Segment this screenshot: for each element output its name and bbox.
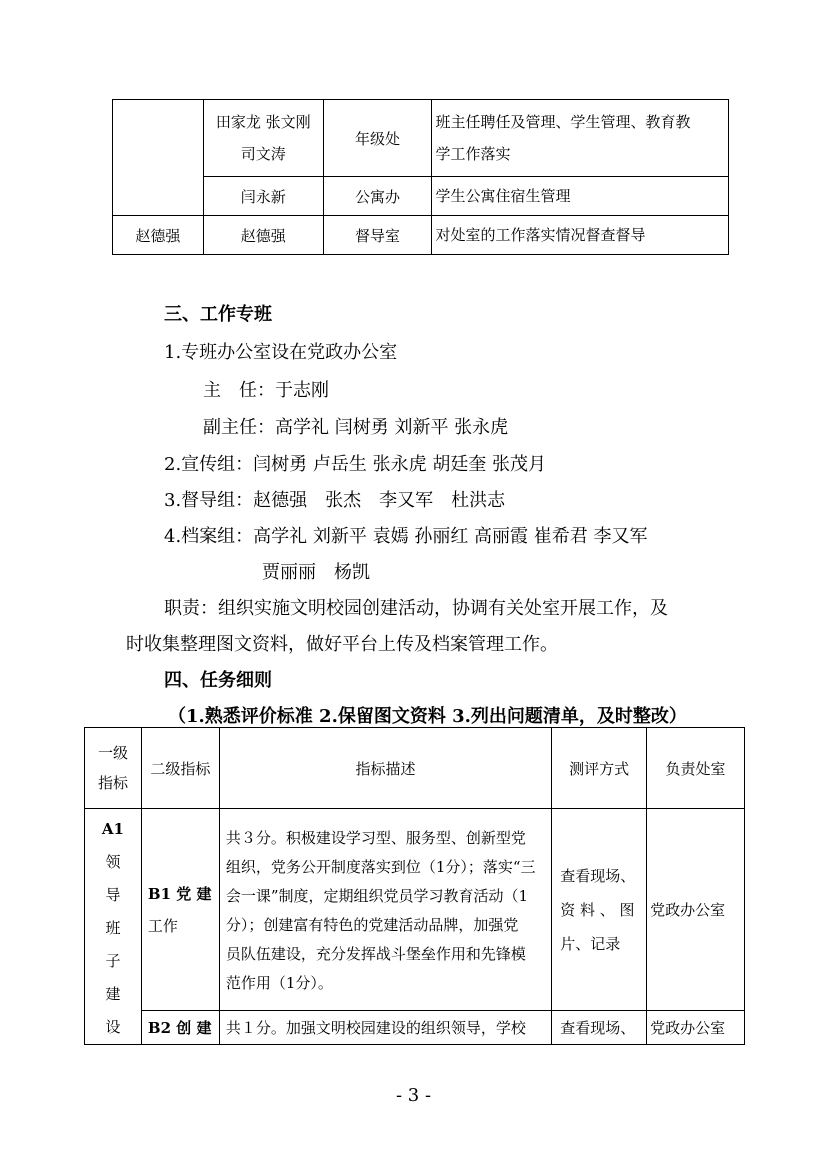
dept-b1-cell: 党政办公室 bbox=[647, 809, 745, 1011]
description-line: 员队伍建设，充分发挥战斗堡垒作用和先锋模 bbox=[225, 944, 526, 963]
description-line: 范作用（1分）。 bbox=[225, 973, 333, 992]
description-line: 共３分。积极建设学习型、服务型、创新型党 bbox=[225, 828, 526, 847]
dept-cell: 督导室 bbox=[323, 216, 432, 255]
paragraph: 3.督导组：赵德强 张杰 李又军 杜洪志 bbox=[164, 490, 506, 511]
method-b1-cell bbox=[552, 809, 647, 1011]
level1-char: A1 bbox=[101, 820, 124, 838]
paragraph: 主 任：于志刚 bbox=[203, 380, 329, 401]
header-description: 指标描述 bbox=[219, 728, 551, 809]
description-text bbox=[226, 824, 547, 998]
method-b2-cell: 查看现场、 bbox=[552, 1011, 647, 1045]
leader-cell-empty bbox=[113, 100, 204, 216]
table-row bbox=[85, 1011, 745, 1045]
header-method: 测评方式 bbox=[552, 728, 647, 809]
section-heading: 四、任务细则 bbox=[164, 670, 272, 691]
level2-text: B1 党 建 bbox=[147, 884, 212, 903]
header-dept: 负责处室 bbox=[647, 728, 745, 809]
method-line: 资 料 、 图 bbox=[560, 900, 635, 919]
task-table bbox=[84, 727, 745, 1045]
duty-cell: 学生公寓住宿生管理 bbox=[432, 177, 729, 216]
table-row bbox=[113, 177, 729, 216]
people-cell: 闫永新 bbox=[203, 177, 323, 216]
paragraph: 1.专班办公室设在党政办公室 bbox=[164, 342, 398, 363]
method-text bbox=[560, 859, 646, 961]
people-cell bbox=[203, 100, 323, 177]
table-row bbox=[85, 809, 745, 1011]
description-b2-cell: 共１分。加强文明校园建设的组织领导，学校 bbox=[219, 1011, 551, 1045]
paragraph: 贾丽丽 杨凯 bbox=[262, 562, 370, 583]
level1-char: 班 bbox=[105, 919, 121, 937]
people-line: 田家龙 张文刚 bbox=[215, 113, 311, 131]
level1-char: 设 bbox=[105, 1018, 121, 1036]
header-level1 bbox=[85, 728, 142, 809]
description-line: 组织，党务公开制度落实到位（1分）；落实“三 bbox=[225, 857, 536, 876]
method-line: 片、记录 bbox=[560, 934, 621, 953]
header-text: 一级 bbox=[97, 744, 128, 762]
duty-line: 班主任聘任及管理、学生管理、教育教 bbox=[435, 113, 691, 131]
section-note: （1.熟悉评价标准 2.保留图文资料 3.列出问题清单，及时整改） bbox=[168, 706, 687, 727]
level1-char: 子 bbox=[105, 952, 121, 970]
people-cell: 赵德强 bbox=[203, 216, 323, 255]
leader-cell: 赵德强 bbox=[113, 216, 204, 255]
paragraph: 副主任：高学礼 闫树勇 刘新平 张永虎 bbox=[203, 417, 509, 438]
level1-char: 导 bbox=[105, 886, 121, 904]
level1-char: 领 bbox=[105, 853, 121, 871]
table-row bbox=[113, 216, 729, 255]
description-b1-cell bbox=[219, 809, 551, 1011]
responsibility-table bbox=[112, 99, 729, 255]
table-row bbox=[113, 100, 729, 177]
paragraph: 职责：组织实施文明校园创建活动，协调有关处室开展工作，及 bbox=[164, 598, 668, 619]
people-line: 司文涛 bbox=[240, 145, 286, 163]
header-level2: 二级指标 bbox=[141, 728, 219, 809]
description-line: 会一课”制度，定期组织党员学习教育活动（1 bbox=[225, 886, 529, 905]
duty-cell bbox=[432, 100, 729, 177]
paragraph: 2.宣传组：闫树勇 卢岳生 张永虎 胡廷奎 张茂月 bbox=[164, 454, 547, 475]
section-heading: 三、工作专班 bbox=[164, 304, 272, 325]
duty-line: 学工作落实 bbox=[435, 145, 511, 163]
description-line: 分）；创建富有特色的党建活动品牌，加强党 bbox=[225, 915, 519, 934]
duty-cell: 对处室的工作落实情况督查督导 bbox=[432, 216, 729, 255]
page-number: - 3 - bbox=[395, 1085, 432, 1106]
level2-b2-cell: B2 创 建 bbox=[141, 1011, 219, 1045]
level1-char: 建 bbox=[105, 985, 121, 1003]
dept-cell: 公寓办 bbox=[323, 177, 432, 216]
level1-a1-text bbox=[85, 813, 141, 1044]
level2-text: 工作 bbox=[147, 916, 178, 935]
paragraph: 时收集整理图文资料，做好平台上传及档案管理工作。 bbox=[126, 634, 558, 655]
dept-b2-cell: 党政办公室 bbox=[647, 1011, 745, 1045]
table-header-row bbox=[85, 728, 745, 809]
dept-cell: 年级处 bbox=[323, 100, 432, 177]
level2-b1-cell bbox=[141, 809, 219, 1011]
method-line: 查看现场、 bbox=[560, 866, 636, 885]
header-text: 指标 bbox=[97, 774, 128, 792]
paragraph: 4.档案组：高学礼 刘新平 袁嫣 孙丽红 高丽霞 崔希君 李又军 bbox=[164, 526, 648, 547]
level1-a1-cell bbox=[85, 809, 142, 1045]
